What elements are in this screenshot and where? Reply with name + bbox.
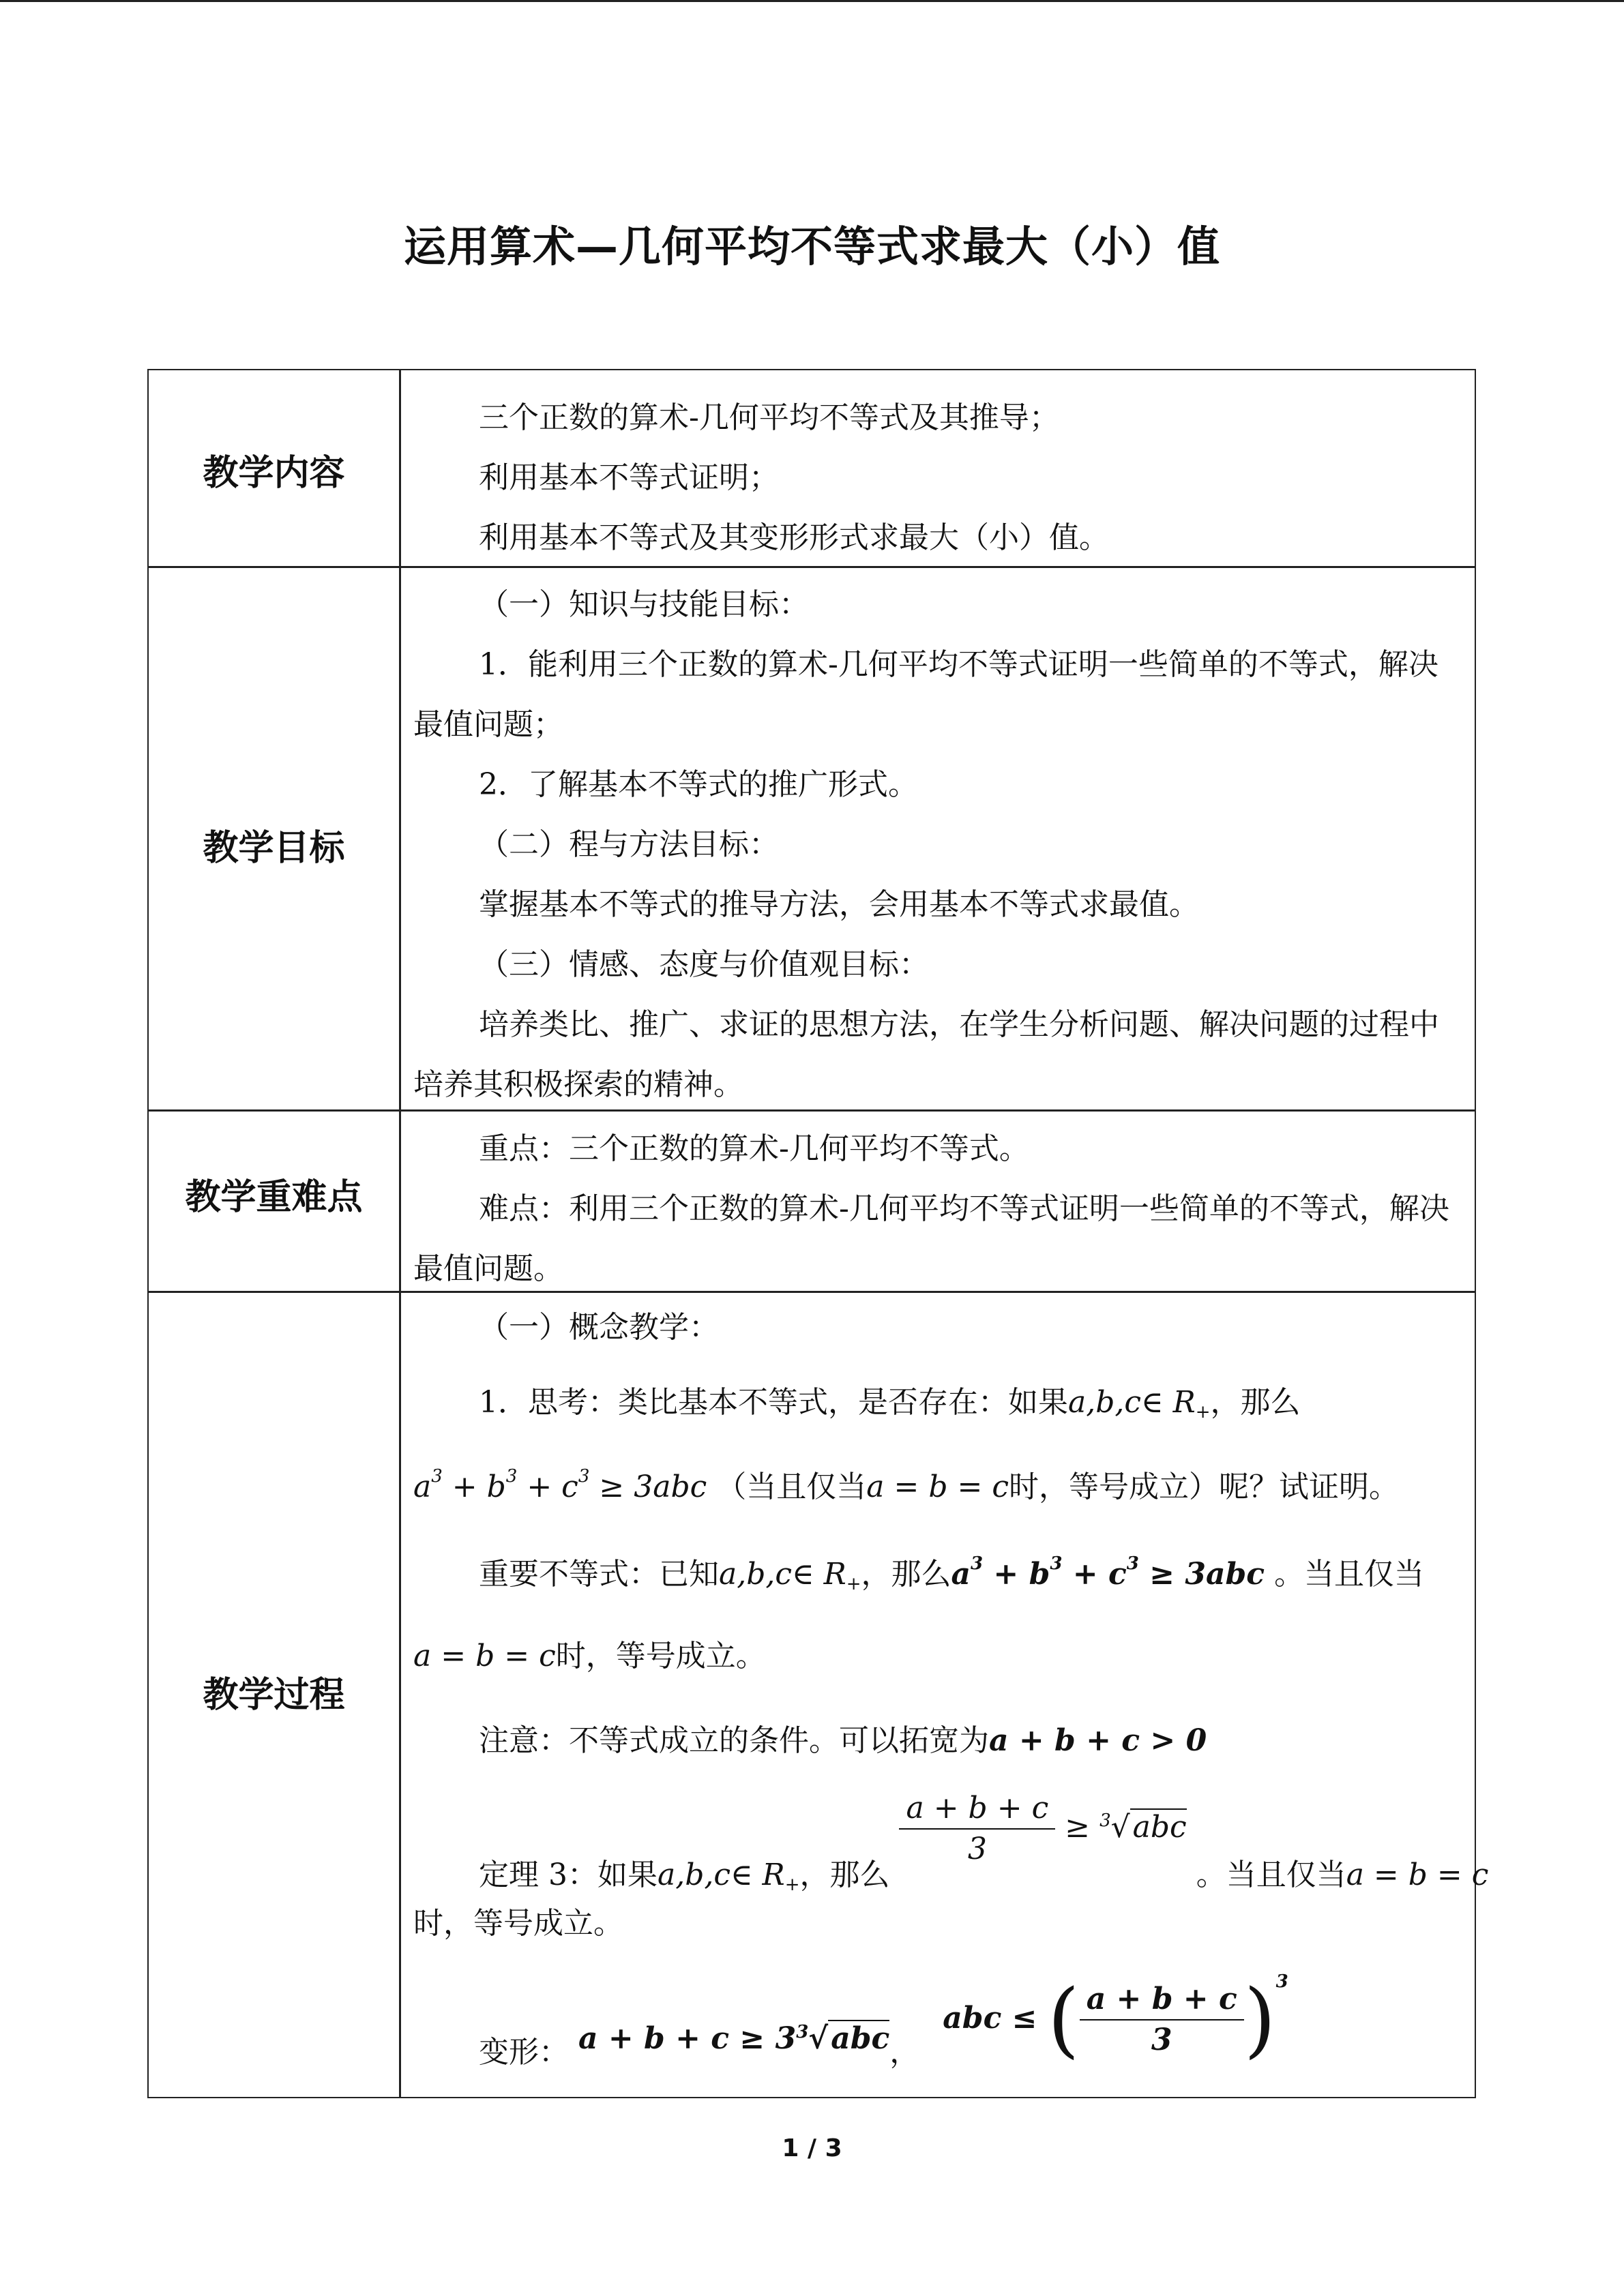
goals-paragraph: （一）知识与技能目标： [479,587,809,622]
process-cell [413,1298,1489,2097]
important-inequality-line [479,1545,1424,1605]
equality-text: 时，等号成立。 [555,1639,766,1673]
row-label-content: 教学内容 [203,453,345,494]
row-divider [149,1291,1475,1293]
goals-paragraph: （二）程与方法目标： [479,827,779,862]
process-heading: （一）概念教学： [479,1310,719,1345]
variant-label: 变形： [479,2034,569,2070]
condition-prefix: （当且仅当 [716,1470,867,1504]
formula-sum-of-cubes: $a^3 + b^3 + c^3 \ge 3abc$ [413,1466,707,1504]
formula-a-eq-b-eq-c: a = b = c [866,1470,1009,1504]
content-cell [413,388,1461,568]
lesson-plan-table [147,369,1489,2098]
note-text: 注意：不等式成立的条件。可以拓宽为 [479,1723,989,1758]
variant-comma: ， [889,2034,920,2070]
formula-sum-positive: a + b + c > 0 [989,1723,1207,1758]
theorem-then: ，那么 [799,1857,890,1892]
goals-paragraph: 2．了解基本不等式的推广形式。 [479,767,918,802]
formula-variant-sum: $a + b + c \ge 3^3√abc$ [578,2021,890,2056]
goals-paragraph: 1．能利用三个正数的算术-几何平均不等式证明一些简单的不等式，解决最值问题； [413,647,1438,742]
question-condition-line [413,1457,1399,1517]
formula-sum-of-cubes-bold: $a^3 + b^3 + c^3 \ge 3abc$ [951,1553,1265,1592]
theorem-suffix: 。当且仅当 [1196,1857,1346,1892]
goals-paragraph: （三）情感、态度与价值观目标： [479,947,929,982]
row-divider [149,1109,1475,1112]
variant-line [479,1971,1288,2072]
question-then: ，那么 [1210,1385,1301,1420]
theorem-line [479,1789,1488,1895]
content-line: 利用基本不等式证明； [479,460,779,495]
formula-abc-in-r: a,b,c∈ $R_+$ [657,1857,800,1895]
theorem-prefix: 定理 3：如果 [479,1857,658,1892]
goals-paragraph: 培养类比、推广、求证的思想方法，在学生分析问题、解决问题的过程中培养其积极探索的精神。 [413,1007,1439,1102]
key-paragraph: 重点：三个正数的算术-几何平均不等式。 [479,1131,1029,1166]
formula-a-eq-b-eq-c: a = b = c [413,1639,556,1673]
page-title: 运用算术—几何平均不等式求最大（小）值 [403,222,1220,271]
row-label-key: 教学重难点 [185,1177,363,1218]
goals-cell [413,575,1461,1115]
formula-am-gm: $\frac{a + b + c}{3}$ ≥ $^3$√abc [899,1810,1186,1845]
goals-paragraph: 掌握基本不等式的推导方法，会用基本不等式求最值。 [479,887,1199,922]
key-cell [413,1119,1461,1299]
important-prefix: 重要不等式：已知 [479,1557,719,1592]
formula-abc-in-r: a,b,c∈ $R_+$ [719,1557,861,1594]
key-paragraph: 难点：利用三个正数的算术-几何平均不等式证明一些简单的不等式，解决最值问题。 [413,1191,1449,1286]
formula-a-eq-b-eq-c: a = b = c [1346,1857,1489,1892]
equality-line [413,1626,766,1686]
condition-suffix: 时，等号成立）呢？试证明。 [1008,1470,1399,1504]
content-line: 利用基本不等式及其变形形式求最大（小）值。 [479,520,1109,555]
top-border [0,0,1624,2]
page-number: 1 / 3 [782,2134,842,2162]
column-divider [399,370,401,2097]
theorem-equality-line: 时，等号成立。 [413,1906,623,1941]
formula-abc-in-r: a,b,c∈ $R_+$ [1068,1385,1211,1422]
content-line: 三个正数的算术-几何平均不等式及其推导； [479,400,1059,435]
important-then: ，那么 [861,1557,951,1592]
question-prefix: 1．思考：类比基本不等式，是否存在：如果 [479,1385,1068,1420]
important-suffix: 。当且仅当 [1274,1557,1425,1592]
note-line [479,1711,1207,1771]
formula-variant-product: abc ≤ ( $\frac{a + b + c}{3}$ )$^3$ [943,1971,1288,2067]
question-line [479,1373,1301,1433]
row-divider [149,566,1475,568]
row-label-process: 教学过程 [203,1675,345,1716]
row-label-goals: 教学目标 [203,828,345,869]
